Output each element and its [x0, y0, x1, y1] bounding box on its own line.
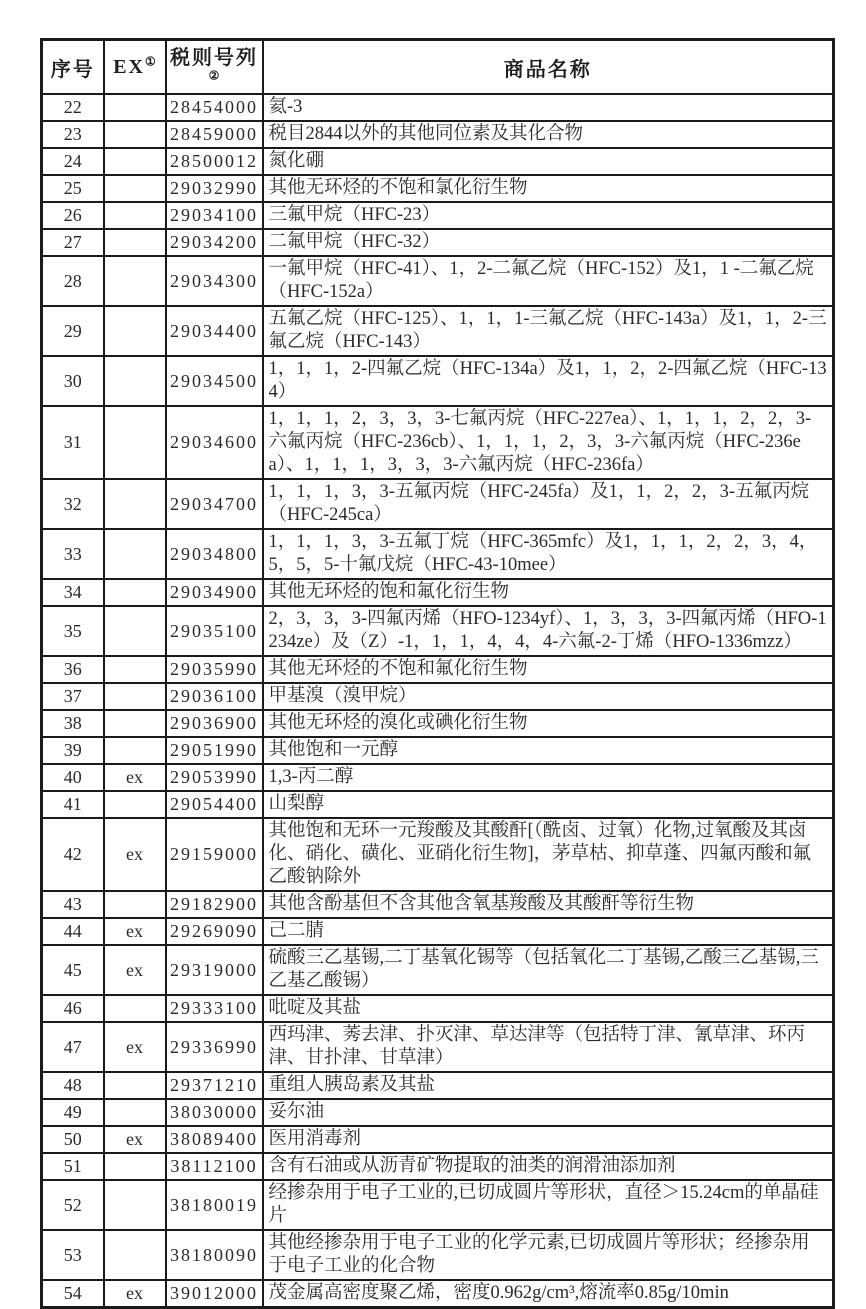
- cell-serial-number: 38: [42, 710, 104, 737]
- cell-ex-flag: [104, 1153, 166, 1180]
- header-tariff-code: [166, 40, 263, 95]
- cell-ex-flag: [104, 406, 166, 479]
- cell-product-name: 其他无环烃的不饱和氟化衍生物: [263, 656, 834, 683]
- header-ex-label: EX: [113, 55, 146, 78]
- cell-serial-number: 28: [42, 256, 104, 306]
- cell-serial-number: 54: [42, 1280, 104, 1308]
- table-row: [42, 791, 834, 818]
- cell-serial-number: 51: [42, 1153, 104, 1180]
- table-row: [42, 148, 834, 175]
- table-row: [42, 1180, 834, 1230]
- cell-ex-flag: [104, 656, 166, 683]
- cell-serial-number: 50: [42, 1126, 104, 1153]
- cell-serial-number: 35: [42, 606, 104, 656]
- tariff-table: [40, 38, 835, 1309]
- cell-tariff-code: 29054400: [166, 791, 263, 818]
- cell-ex-flag: [104, 529, 166, 579]
- table-row: [42, 918, 834, 945]
- cell-tariff-code: 29336990: [166, 1022, 263, 1072]
- cell-tariff-code: 29269090: [166, 918, 263, 945]
- cell-product-name: 己二腈: [263, 918, 834, 945]
- table-row: [42, 306, 834, 356]
- cell-tariff-code: 28454000: [166, 94, 263, 121]
- cell-ex-flag: ex: [104, 1280, 166, 1308]
- cell-product-name: 其他含酚基但不含其他含氧基羧酸及其酸酐等衍生物: [263, 891, 834, 918]
- cell-serial-number: 27: [42, 229, 104, 256]
- cell-tariff-code: 29319000: [166, 945, 263, 995]
- cell-tariff-code: 29035100: [166, 606, 263, 656]
- table-row: [42, 891, 834, 918]
- cell-ex-flag: ex: [104, 945, 166, 995]
- cell-tariff-code: 29034800: [166, 529, 263, 579]
- table-body: [42, 94, 834, 1308]
- cell-ex-flag: [104, 606, 166, 656]
- cell-product-name: 妥尔油: [263, 1099, 834, 1126]
- cell-tariff-code: 28500012: [166, 148, 263, 175]
- cell-serial-number: 42: [42, 818, 104, 891]
- header-product-name-label: 商品名称: [503, 58, 592, 81]
- cell-ex-flag: [104, 121, 166, 148]
- cell-tariff-code: 29035990: [166, 656, 263, 683]
- cell-product-name: 其他饱和无环一元羧酸及其酸酐[（酰卤、过氧）化物,过氧酸及其卤化、硝化、磺化、亚硝化衍生物]，茅草枯、抑草蓬、四氟丙酸和氟乙酸钠除外: [263, 818, 834, 891]
- cell-serial-number: 44: [42, 918, 104, 945]
- cell-ex-flag: [104, 229, 166, 256]
- table-row: [42, 202, 834, 229]
- cell-serial-number: 41: [42, 791, 104, 818]
- header-tariff-code-label: 税则号列: [170, 47, 258, 69]
- cell-ex-flag: [104, 479, 166, 529]
- cell-tariff-code: 29036100: [166, 683, 263, 710]
- cell-product-name: 其他经掺杂用于电子工业的化学元素,已切成圆片等形状；经掺杂用于电子工业的化合物: [263, 1230, 834, 1280]
- cell-product-name: 硫酸三乙基锡,二丁基氧化锡等（包括氧化二丁基锡,乙酸三乙基锡,三乙基乙酸锡）: [263, 945, 834, 995]
- cell-product-name: 1，1，1，2，3，3，3-七氟丙烷（HFC-227ea）、1，1，1，2，2，3-六氟丙烷（HFC-236cb）、1，1，1，2，3，3-六氟丙烷（HFC-236ea）、1，1，1，3，3，3-六氟丙烷（HFC-236fa）: [263, 406, 834, 479]
- cell-product-name: 茂金属高密度聚乙烯，密度0.962g/cm³,熔流率0.85g/10min: [263, 1280, 834, 1308]
- table-row: [42, 121, 834, 148]
- cell-ex-flag: ex: [104, 764, 166, 791]
- cell-serial-number: 26: [42, 202, 104, 229]
- cell-ex-flag: [104, 737, 166, 764]
- table-row: [42, 94, 834, 121]
- cell-tariff-code: 29034500: [166, 356, 263, 406]
- table-row: [42, 683, 834, 710]
- cell-serial-number: 30: [42, 356, 104, 406]
- cell-ex-flag: ex: [104, 1022, 166, 1072]
- cell-serial-number: 34: [42, 579, 104, 606]
- cell-ex-flag: [104, 683, 166, 710]
- cell-serial-number: 24: [42, 148, 104, 175]
- cell-tariff-code: 29051990: [166, 737, 263, 764]
- table-row: [42, 764, 834, 791]
- cell-product-name: 二氟甲烷（HFC-32）: [263, 229, 834, 256]
- cell-serial-number: 32: [42, 479, 104, 529]
- cell-tariff-code: 29034100: [166, 202, 263, 229]
- table-row: [42, 579, 834, 606]
- cell-serial-number: 37: [42, 683, 104, 710]
- cell-ex-flag: [104, 1099, 166, 1126]
- cell-serial-number: 40: [42, 764, 104, 791]
- cell-product-name: 甲基溴（溴甲烷）: [263, 683, 834, 710]
- cell-ex-flag: ex: [104, 1126, 166, 1153]
- cell-tariff-code: 38030000: [166, 1099, 263, 1126]
- cell-ex-flag: [104, 791, 166, 818]
- cell-serial-number: 25: [42, 175, 104, 202]
- cell-product-name: 税目2844以外的其他同位素及其化合物: [263, 121, 834, 148]
- table-row: [42, 175, 834, 202]
- cell-product-name: 三氟甲烷（HFC-23）: [263, 202, 834, 229]
- cell-ex-flag: ex: [104, 818, 166, 891]
- cell-tariff-code: 29053990: [166, 764, 263, 791]
- table-row: [42, 479, 834, 529]
- table-row: [42, 1022, 834, 1072]
- cell-ex-flag: [104, 148, 166, 175]
- cell-ex-flag: [104, 202, 166, 229]
- cell-tariff-code: 28459000: [166, 121, 263, 148]
- cell-product-name: 医用消毒剂: [263, 1126, 834, 1153]
- table-row: [42, 1072, 834, 1099]
- cell-ex-flag: [104, 356, 166, 406]
- cell-tariff-code: 29032990: [166, 175, 263, 202]
- table-row: [42, 356, 834, 406]
- cell-product-name: 其他饱和一元醇: [263, 737, 834, 764]
- cell-serial-number: 36: [42, 656, 104, 683]
- cell-serial-number: 52: [42, 1180, 104, 1230]
- cell-tariff-code: 29333100: [166, 995, 263, 1022]
- cell-tariff-code: 39012000: [166, 1280, 263, 1308]
- cell-product-name: 五氟乙烷（HFC-125）、1，1，1-三氟乙烷（HFC-143a）及1，1，2-三氟乙烷（HFC-143）: [263, 306, 834, 356]
- cell-ex-flag: ex: [104, 918, 166, 945]
- cell-tariff-code: 29371210: [166, 1072, 263, 1099]
- table-row: [42, 995, 834, 1022]
- table-row: [42, 1099, 834, 1126]
- cell-product-name: 2，3，3，3-四氟丙烯（HFO-1234yf）、1，3，3，3-四氟丙烯（HFO-1234ze）及（Z）-1，1，1，4，4，4-六氟-2-丁烯（HFO-1336mzz）: [263, 606, 834, 656]
- cell-tariff-code: 38180019: [166, 1180, 263, 1230]
- cell-product-name: 氮化硼: [263, 148, 834, 175]
- cell-tariff-code: 29034400: [166, 306, 263, 356]
- cell-ex-flag: [104, 306, 166, 356]
- cell-ex-flag: [104, 175, 166, 202]
- tariff-table-sheet: [40, 38, 832, 1309]
- cell-serial-number: 48: [42, 1072, 104, 1099]
- cell-tariff-code: 29159000: [166, 818, 263, 891]
- table-row: [42, 1153, 834, 1180]
- cell-serial-number: 43: [42, 891, 104, 918]
- cell-tariff-code: 38180090: [166, 1230, 263, 1280]
- cell-product-name: 1,3-丙二醇: [263, 764, 834, 791]
- table-row: [42, 710, 834, 737]
- cell-ex-flag: [104, 710, 166, 737]
- cell-serial-number: 47: [42, 1022, 104, 1072]
- table-row: [42, 818, 834, 891]
- header-serial-label: 序号: [50, 58, 95, 81]
- cell-ex-flag: [104, 256, 166, 306]
- cell-product-name: 其他无环烃的不饱和氯化衍生物: [263, 175, 834, 202]
- cell-product-name: 山梨醇: [263, 791, 834, 818]
- table-row: [42, 256, 834, 306]
- cell-ex-flag: [104, 891, 166, 918]
- table-row: [42, 1280, 834, 1308]
- cell-product-name: 一氟甲烷（HFC-41）、1，2-二氟乙烷（HFC-152）及1，1 -二氟乙烷（HFC-152a）: [263, 256, 834, 306]
- cell-tariff-code: 38089400: [166, 1126, 263, 1153]
- cell-serial-number: 45: [42, 945, 104, 995]
- header-ex-sup: ①: [145, 53, 156, 68]
- cell-serial-number: 33: [42, 529, 104, 579]
- cell-tariff-code: 29036900: [166, 710, 263, 737]
- header-serial-number: [42, 40, 104, 95]
- table-row: [42, 737, 834, 764]
- cell-product-name: 其他无环烃的饱和氟化衍生物: [263, 579, 834, 606]
- cell-tariff-code: 29034900: [166, 579, 263, 606]
- cell-product-name: 西玛津、莠去津、扑灭津、草达津等（包括特丁津、氰草津、环丙津、甘扑津、甘草津）: [263, 1022, 834, 1072]
- cell-product-name: 其他无环烃的溴化或碘化衍生物: [263, 710, 834, 737]
- cell-ex-flag: [104, 995, 166, 1022]
- cell-serial-number: 53: [42, 1230, 104, 1280]
- cell-ex-flag: [104, 1180, 166, 1230]
- cell-product-name: 含有石油或从沥青矿物提取的油类的润滑油添加剂: [263, 1153, 834, 1180]
- table-row: [42, 1126, 834, 1153]
- cell-serial-number: 39: [42, 737, 104, 764]
- table-row: [42, 656, 834, 683]
- cell-serial-number: 31: [42, 406, 104, 479]
- cell-serial-number: 49: [42, 1099, 104, 1126]
- cell-serial-number: 23: [42, 121, 104, 148]
- cell-product-name: 1，1，1，2-四氟乙烷（HFC-134a）及1，1，2，2-四氟乙烷（HFC-134）: [263, 356, 834, 406]
- header-product-name: [263, 40, 834, 95]
- cell-tariff-code: 29034700: [166, 479, 263, 529]
- table-row: [42, 529, 834, 579]
- cell-tariff-code: 29182900: [166, 891, 263, 918]
- cell-ex-flag: [104, 579, 166, 606]
- cell-product-name: 1，1，1，3，3-五氟丙烷（HFC-245fa）及1，1，2，2，3-五氟丙烷（HFC-245ca）: [263, 479, 834, 529]
- cell-product-name: 吡啶及其盐: [263, 995, 834, 1022]
- table-row: [42, 1230, 834, 1280]
- cell-tariff-code: 29034200: [166, 229, 263, 256]
- cell-serial-number: 46: [42, 995, 104, 1022]
- cell-serial-number: 29: [42, 306, 104, 356]
- table-row: [42, 229, 834, 256]
- cell-serial-number: 22: [42, 94, 104, 121]
- header-tariff-code-sup: ②: [208, 68, 220, 83]
- cell-product-name: 经掺杂用于电子工业的,已切成圆片等形状，直径＞15.24cm的单晶硅片: [263, 1180, 834, 1230]
- cell-ex-flag: [104, 1072, 166, 1099]
- cell-ex-flag: [104, 1230, 166, 1280]
- cell-tariff-code: 38112100: [166, 1153, 263, 1180]
- table-row: [42, 945, 834, 995]
- cell-product-name: 重组人胰岛素及其盐: [263, 1072, 834, 1099]
- header-ex: [104, 40, 166, 95]
- header-row: [42, 40, 834, 95]
- table-row: [42, 606, 834, 656]
- table-row: [42, 406, 834, 479]
- cell-tariff-code: 29034600: [166, 406, 263, 479]
- cell-product-name: 1，1，1，3，3-五氟丁烷（HFC-365mfc）及1，1，1，2，2，3，4，5，5，5-十氟戊烷（HFC-43-10mee）: [263, 529, 834, 579]
- cell-product-name: 氦-3: [263, 94, 834, 121]
- cell-tariff-code: 29034300: [166, 256, 263, 306]
- cell-ex-flag: [104, 94, 166, 121]
